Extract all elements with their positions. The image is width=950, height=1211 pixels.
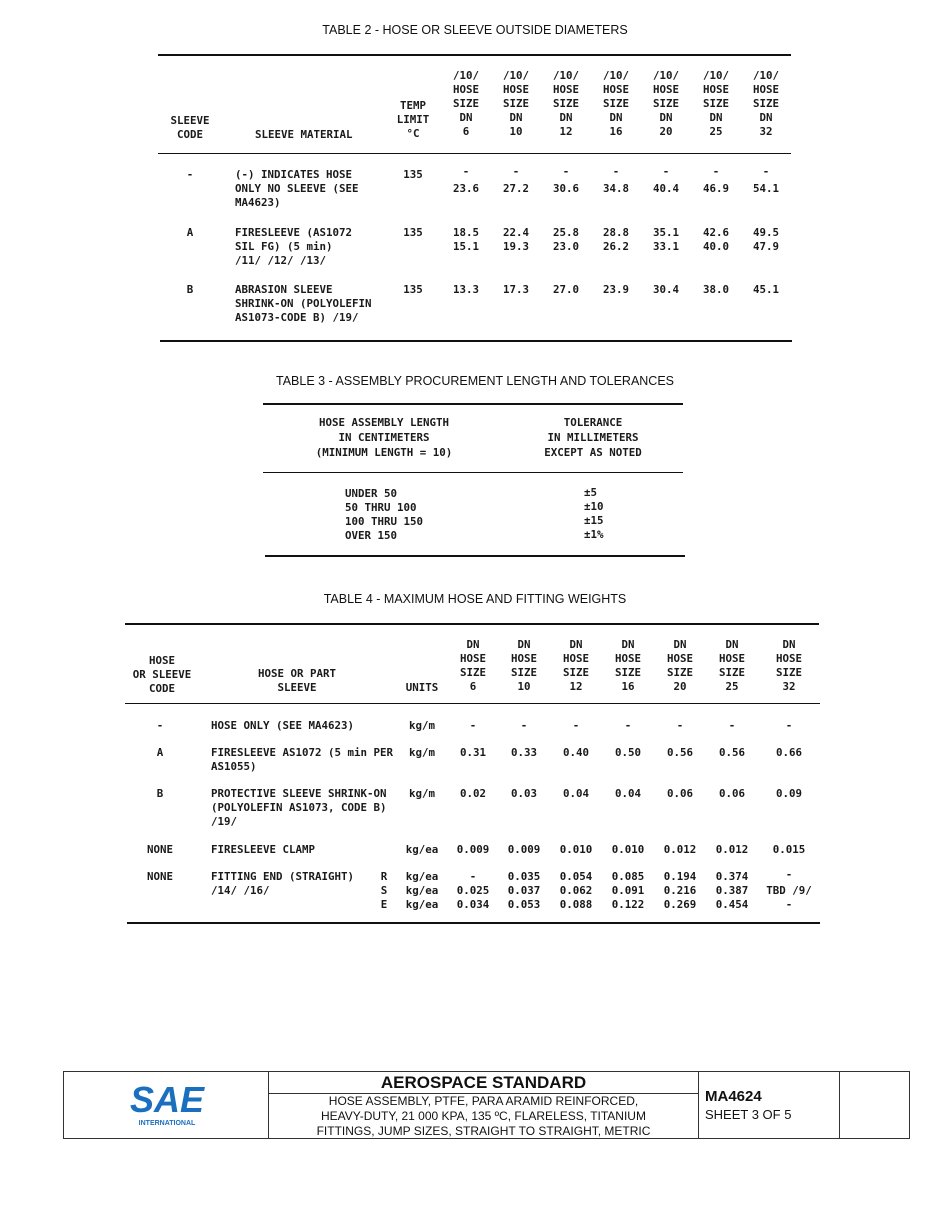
table4-row-code: A: [156, 746, 164, 759]
table4-cell: -: [520, 719, 528, 732]
table4-cell: -: [469, 870, 477, 883]
table2-size-header: HOSE: [552, 83, 579, 96]
table3-hdr-tolerance: EXCEPT AS NOTED: [544, 446, 642, 459]
table4-size-header: DN: [569, 638, 583, 651]
table2-cell: 27.0: [552, 283, 579, 296]
table4-cell: 0.009: [507, 843, 541, 856]
table4-cell: -: [624, 719, 632, 732]
table2-row-material: SIL FG) (5 min): [235, 240, 333, 253]
standard-title: AEROSPACE STANDARD: [269, 1072, 698, 1094]
table4-cell: 0.216: [663, 884, 697, 897]
table2-cell: 13.3: [452, 283, 479, 296]
table4-hdr-code: HOSE: [148, 654, 175, 667]
desc-line-1: HOSE ASSEMBLY, PTFE, PARA ARAMID REINFORCED,: [328, 1094, 639, 1108]
table4-cell: 0.012: [715, 843, 749, 856]
table2-cell: 27.2: [502, 182, 529, 195]
table4-cell: 0.085: [611, 870, 645, 883]
table2-cell: 40.0: [702, 240, 729, 253]
table4-cell: 0.56: [718, 746, 745, 759]
table2-size-header: 12: [559, 125, 573, 138]
table2-hdr-material: SLEEVE MATERIAL: [255, 128, 353, 141]
table2-cell: -: [512, 165, 520, 178]
table4-size-header: HOSE: [718, 652, 745, 665]
table2-cell: 49.5: [752, 226, 779, 239]
table2-size-header: /10/: [602, 69, 629, 82]
title-cell: [269, 1072, 699, 1138]
table4-caption: TABLE 4 - MAXIMUM HOSE AND FITTING WEIGHTS: [323, 592, 627, 606]
table2-row-code: -: [186, 168, 194, 181]
table4-row-units: kg/m: [408, 787, 435, 800]
table4-cell: -: [785, 868, 793, 881]
table2-size-header: 16: [609, 125, 623, 138]
table4-row-code: -: [156, 719, 164, 732]
table4-cell: 0.122: [611, 898, 645, 911]
table4-fitting-units: kg/ea: [405, 870, 439, 883]
table2-row-material: MA4623): [235, 196, 281, 209]
table2-cell: 30.4: [652, 283, 679, 296]
table4-size-header: 16: [621, 680, 635, 693]
table4-size-header: 25: [725, 680, 739, 693]
title-block: [63, 1071, 910, 1139]
table2-cell: -: [462, 165, 470, 178]
table4-size-header: 6: [469, 680, 477, 693]
table3-header-rule: [263, 472, 683, 473]
table2-size-header: 20: [659, 125, 673, 138]
table2-size-header: SIZE: [652, 97, 679, 110]
table2-size-header: SIZE: [702, 97, 729, 110]
table4-cell: 0.03: [510, 787, 537, 800]
table4-cell: 0.04: [614, 787, 641, 800]
sae-logo: [64, 1072, 269, 1138]
table4-cell: 0.034: [456, 898, 490, 911]
table4-cell: 0.010: [559, 843, 593, 856]
table4-fitting-part: /14/ /16/: [211, 884, 270, 897]
table4-hdr-code: CODE: [148, 682, 175, 695]
table4-cell: 0.269: [663, 898, 697, 911]
table2-size-header: SIZE: [552, 97, 579, 110]
table3-caption: TABLE 3 - ASSEMBLY PROCUREMENT LENGTH AND TOLERANCES: [275, 374, 675, 388]
table2-hdr-code: CODE: [176, 128, 203, 141]
table2-size-header: 25: [709, 125, 723, 138]
table4-row-units: kg/m: [408, 719, 435, 732]
table4-fitting-code: NONE: [146, 870, 173, 883]
table2-cell: 40.4: [652, 182, 679, 195]
table4-row-part: (POLYOLEFIN AS1073, CODE B): [211, 801, 387, 814]
table2-cell: 35.1: [652, 226, 679, 239]
table2-size-header: 32: [759, 125, 773, 138]
table4-fitting-units: kg/ea: [405, 884, 439, 897]
table2-size-header: 10: [509, 125, 523, 138]
table3-length: 50 THRU 100: [345, 501, 417, 514]
table2-row-code: A: [186, 226, 194, 239]
table3-length: UNDER 50: [345, 487, 398, 500]
table4-size-header: SIZE: [666, 666, 693, 679]
table2-size-header: DN: [559, 111, 573, 124]
table2-size-header: DN: [759, 111, 773, 124]
table3-hdr-tolerance: IN MILLIMETERS: [547, 431, 639, 444]
table4-fitting-units: kg/ea: [405, 898, 439, 911]
table2-hdr-code: SLEEVE: [170, 114, 210, 127]
table4-cell: -: [785, 719, 793, 732]
table4-row-code: NONE: [146, 843, 173, 856]
table2-size-header: /10/: [552, 69, 579, 82]
table4-cell: 0.06: [666, 787, 693, 800]
table2-cell: 42.6: [702, 226, 729, 239]
logo-cell: [64, 1072, 269, 1138]
sheet-number: SHEET 3 OF 5: [705, 1107, 792, 1122]
table4-size-header: SIZE: [459, 666, 486, 679]
table4-size-header: HOSE: [562, 652, 589, 665]
table4-size-header: SIZE: [510, 666, 537, 679]
table2-size-header: HOSE: [702, 83, 729, 96]
table4-cell: 0.454: [715, 898, 749, 911]
table2-header-rule: [158, 153, 791, 154]
table2-cell: 15.1: [452, 240, 479, 253]
table3-length: 100 THRU 150: [345, 515, 424, 528]
table4-size-header: DN: [466, 638, 480, 651]
table3-bottom-rule: [265, 555, 685, 557]
table4-cell: 0.04: [562, 787, 589, 800]
table4-hdr-part: SLEEVE: [277, 681, 317, 694]
table2-top-rule: [158, 54, 791, 56]
table2-size-header: HOSE: [452, 83, 479, 96]
table4-size-header: HOSE: [666, 652, 693, 665]
table4-row-units: kg/ea: [405, 843, 439, 856]
table3-hdr-length: HOSE ASSEMBLY LENGTH: [318, 416, 449, 429]
table2-size-header: /10/: [652, 69, 679, 82]
doc-number-cell: [699, 1072, 840, 1138]
table4-cell: 0.56: [666, 746, 693, 759]
table2-row-material: FIRESLEEVE (AS1072: [235, 226, 353, 239]
table2-hdr-temp: LIMIT: [396, 113, 430, 126]
table4-size-header: HOSE: [459, 652, 486, 665]
table4-cell: 0.088: [559, 898, 593, 911]
table4-row-part: /19/: [211, 815, 238, 828]
table4-hdr-units: UNITS: [405, 681, 439, 694]
table4-cell: 0.053: [507, 898, 541, 911]
table2-cell: 28.8: [602, 226, 629, 239]
table2-row-material: (-) INDICATES HOSE: [235, 168, 353, 181]
table4-cell: 0.037: [507, 884, 541, 897]
table2-size-header: DN: [609, 111, 623, 124]
sae-logo-text: SAE: [129, 1079, 205, 1120]
table2-caption: TABLE 2 - HOSE OR SLEEVE OUTSIDE DIAMETERS: [322, 23, 628, 37]
table2-row-temp: 135: [403, 168, 423, 181]
table2-row-temp: 135: [403, 283, 423, 296]
table4-header-rule: [125, 703, 820, 704]
table4-hdr-code: OR SLEEVE: [132, 668, 192, 681]
table2-size-header: SIZE: [452, 97, 479, 110]
table2-cell: -: [762, 165, 770, 178]
table2-size-header: /10/: [502, 69, 529, 82]
table2-row-material: ABRASION SLEEVE: [235, 283, 333, 296]
table2-cell: 25.8: [552, 226, 579, 239]
table2-cell: 38.0: [702, 283, 729, 296]
table4-cell: 0.40: [562, 746, 589, 759]
table2-size-header: /10/: [702, 69, 729, 82]
table2-size-header: SIZE: [752, 97, 779, 110]
table4-size-header: HOSE: [614, 652, 641, 665]
table2-cell: 19.3: [502, 240, 529, 253]
table4-size-header: DN: [621, 638, 635, 651]
table3-top-rule: [263, 403, 683, 405]
table4-cell: -: [676, 719, 684, 732]
table4-size-header: 32: [782, 680, 796, 693]
table3-length: OVER 150: [345, 529, 398, 542]
table2-cell: -: [712, 165, 720, 178]
table4-size-header: 12: [569, 680, 583, 693]
table2-cell: 33.1: [652, 240, 679, 253]
table4-size-header: SIZE: [562, 666, 589, 679]
table4-cell: 0.33: [510, 746, 537, 759]
sae-logo-sub: INTERNATIONAL: [138, 1120, 196, 1127]
table2-hdr-temp: TEMP: [399, 99, 426, 112]
table2-size-header: DN: [509, 111, 523, 124]
table4-fitting-part: FITTING END (STRAIGHT): [211, 870, 355, 883]
table2-size-header: HOSE: [752, 83, 779, 96]
table4-cell: 0.31: [459, 746, 486, 759]
table3-hdr-length: (MINIMUM LENGTH = 10): [315, 446, 453, 459]
table4-size-header: 20: [673, 680, 687, 693]
table4-cell: 0.02: [459, 787, 486, 800]
table2-row-material: AS1073-CODE B) /19/: [235, 311, 359, 324]
table3-hdr-tolerance: TOLERANCE: [563, 416, 623, 429]
table2-size-header: HOSE: [602, 83, 629, 96]
table2-cell: 30.6: [552, 182, 579, 195]
table4-cell: 0.091: [611, 884, 645, 897]
desc-line-3: FITTINGS, JUMP SIZES, STRAIGHT TO STRAIGHT, METRIC: [316, 1124, 651, 1138]
table4-size-header: HOSE: [510, 652, 537, 665]
table4-cell: TBD /9/: [766, 884, 812, 897]
table2-cell: 22.4: [502, 226, 529, 239]
table4-cell: 0.06: [718, 787, 745, 800]
table2-cell: 54.1: [752, 182, 779, 195]
table3-tolerance: ±15: [584, 514, 604, 527]
table4-cell: 0.50: [614, 746, 641, 759]
table2-cell: 18.5: [452, 226, 479, 239]
desc-line-2: HEAVY-DUTY, 21 000 KPA, 135 ºC, FLARELESS, TITANIUM: [321, 1109, 646, 1123]
table4-size-header: DN: [725, 638, 739, 651]
table2-size-header: /10/: [752, 69, 779, 82]
table2-cell: 26.2: [602, 240, 629, 253]
table4-fitting-letter: S: [380, 884, 388, 897]
table2-size-header: DN: [659, 111, 673, 124]
table4-cell: 0.66: [775, 746, 802, 759]
table2-cell: -: [662, 165, 670, 178]
table2-cell: 23.9: [602, 283, 629, 296]
table4-cell: 0.374: [715, 870, 749, 883]
table4-size-header: HOSE: [775, 652, 802, 665]
table4-cell: 0.010: [611, 843, 645, 856]
table2-bottom-rule: [160, 340, 792, 342]
table4-size-header: SIZE: [614, 666, 641, 679]
table4-row-units: kg/m: [408, 746, 435, 759]
table2-size-header: HOSE: [502, 83, 529, 96]
table4-cell: 0.025: [456, 884, 490, 897]
table2-size-header: /10/: [452, 69, 479, 82]
table3-hdr-length: IN CENTIMETERS: [338, 431, 430, 444]
table4-cell: -: [785, 898, 793, 911]
table4-cell: -: [728, 719, 736, 732]
table4-size-header: SIZE: [718, 666, 745, 679]
table4-cell: -: [572, 719, 580, 732]
table4-row-code: B: [156, 787, 164, 800]
table2-size-header: 6: [462, 125, 470, 138]
table4-cell: 0.09: [775, 787, 802, 800]
table4-fitting-letter: R: [380, 870, 388, 883]
table2-row-code: B: [186, 283, 194, 296]
table4-top-rule: [125, 623, 819, 625]
table2-row-temp: 135: [403, 226, 423, 239]
table3-tolerance: ±1%: [584, 528, 604, 541]
table2-size-header: SIZE: [602, 97, 629, 110]
table4-cell: 0.015: [772, 843, 806, 856]
table2-row-material: /11/ /12/ /13/: [235, 254, 327, 267]
table4-cell: 0.194: [663, 870, 697, 883]
table4-row-part: PROTECTIVE SLEEVE SHRINK-ON: [211, 787, 387, 800]
table2-size-header: SIZE: [502, 97, 529, 110]
table2-cell: -: [562, 165, 570, 178]
table4-cell: -: [469, 719, 477, 732]
table2-cell: 34.8: [602, 182, 629, 195]
doc-number: MA4624: [705, 1088, 762, 1105]
table2-cell: 47.9: [752, 240, 779, 253]
table4-row-part: FIRESLEEVE CLAMP: [211, 843, 316, 856]
table4-row-part: FIRESLEEVE AS1072 (5 min PER: [211, 746, 394, 759]
table4-row-part: AS1055): [211, 760, 257, 773]
table2-hdr-temp: °C: [406, 127, 420, 140]
table2-size-header: DN: [709, 111, 723, 124]
table2-cell: -: [612, 165, 620, 178]
table4-cell: 0.009: [456, 843, 490, 856]
table2-size-header: DN: [459, 111, 473, 124]
table2-row-material: ONLY NO SLEEVE (SEE: [235, 182, 359, 195]
table2-size-header: HOSE: [652, 83, 679, 96]
table4-cell: 0.062: [559, 884, 593, 897]
table3-tolerance: ±10: [584, 500, 604, 513]
table4-size-header: DN: [673, 638, 687, 651]
table3-tolerance: ±5: [584, 486, 598, 499]
table4-cell: 0.054: [559, 870, 593, 883]
table4-size-header: DN: [517, 638, 531, 651]
table2-cell: 23.0: [552, 240, 579, 253]
table4-size-header: DN: [782, 638, 796, 651]
table4-size-header: SIZE: [775, 666, 802, 679]
table4-cell: 0.035: [507, 870, 541, 883]
table4-bottom-rule: [127, 922, 820, 924]
table2-cell: 17.3: [502, 283, 529, 296]
table4-size-header: 10: [517, 680, 531, 693]
table2-cell: 23.6: [452, 182, 479, 195]
table2-cell: 46.9: [702, 182, 729, 195]
blank-cell: [840, 1072, 911, 1138]
table2-cell: 45.1: [752, 283, 779, 296]
table4-row-part: HOSE ONLY (SEE MA4623): [211, 719, 355, 732]
table4-hdr-part: HOSE OR PART: [257, 667, 336, 680]
table4-fitting-letter: E: [380, 898, 388, 911]
table2-row-material: SHRINK-ON (POLYOLEFIN: [235, 297, 372, 310]
table4-cell: 0.387: [715, 884, 749, 897]
table4-cell: 0.012: [663, 843, 697, 856]
